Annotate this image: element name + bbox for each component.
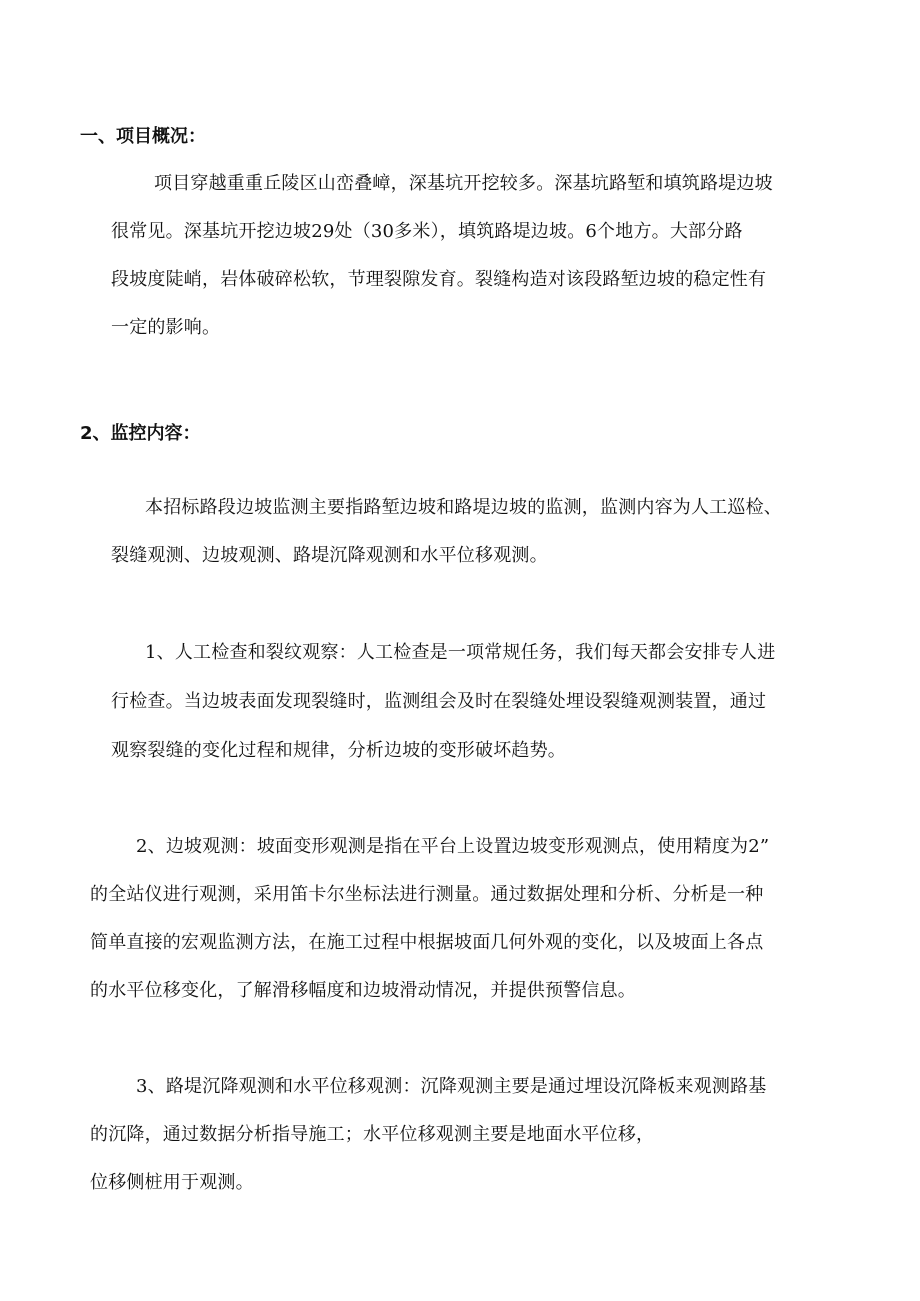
paragraph-line: 简单直接的宏观监测方法，在施工过程中根据坡面几何外观的变化，以及坡面上各点 [90, 932, 764, 953]
paragraph-line: 一定的影响。 [111, 317, 221, 338]
paragraph-line: 裂缝观测、边坡观测、路堤沉降观测和水平位移观测。 [111, 545, 548, 566]
paragraph-line: 1、人工检查和裂纹观察：人工检查是一项常规任务，我们每天都会安排专人进 [145, 642, 776, 663]
paragraph-line: 很常见。深基坑开挖边坡29处（30多米），填筑路堤边坡。6个地方。大部分路 [111, 221, 743, 242]
section-heading-monitoring: 2、监控内容： [80, 423, 201, 444]
paragraph-line: 的水平位移变化，了解滑移幅度和边坡滑动情况，并提供预警信息。 [90, 980, 636, 1001]
paragraph-line: 项目穿越重重丘陵区山峦叠嶂，深基坑开挖较多。深基坑路堑和填筑路堤边坡 [154, 173, 773, 194]
paragraph-line: 观察裂缝的变化过程和规律，分析边坡的变形破坏趋势。 [111, 740, 566, 761]
paragraph-line: 位移侧桩用于观测。 [90, 1172, 254, 1193]
paragraph-line: 行检查。当边坡表面发现裂缝时，监测组会及时在裂缝处埋设裂缝观测装置，通过 [111, 691, 767, 712]
paragraph-line: 段坡度陡峭，岩体破碎松软，节理裂隙发育。裂缝构造对该段路堑边坡的稳定性有 [111, 269, 767, 290]
paragraph-line: 本招标路段边坡监测主要指路堑边坡和路堤边坡的监测，监测内容为人工巡检、 [145, 497, 782, 518]
paragraph-line: 3、路堤沉降观测和水平位移观测：沉降观测主要是通过埋设沉降板来观测路基 [136, 1076, 767, 1097]
section-heading-overview: 一、项目概况： [80, 126, 206, 147]
paragraph-line: 的沉降，通过数据分析指导施工；水平位移观测主要是地面水平位移， [90, 1124, 655, 1145]
paragraph-line: 的全站仪进行观测，采用笛卡尔坐标法进行测量。通过数据处理和分析、分析是一种 [90, 884, 764, 905]
paragraph-line: 2、边坡观测：坡面变形观测是指在平台上设置边坡变形观测点，使用精度为2” [136, 836, 770, 857]
